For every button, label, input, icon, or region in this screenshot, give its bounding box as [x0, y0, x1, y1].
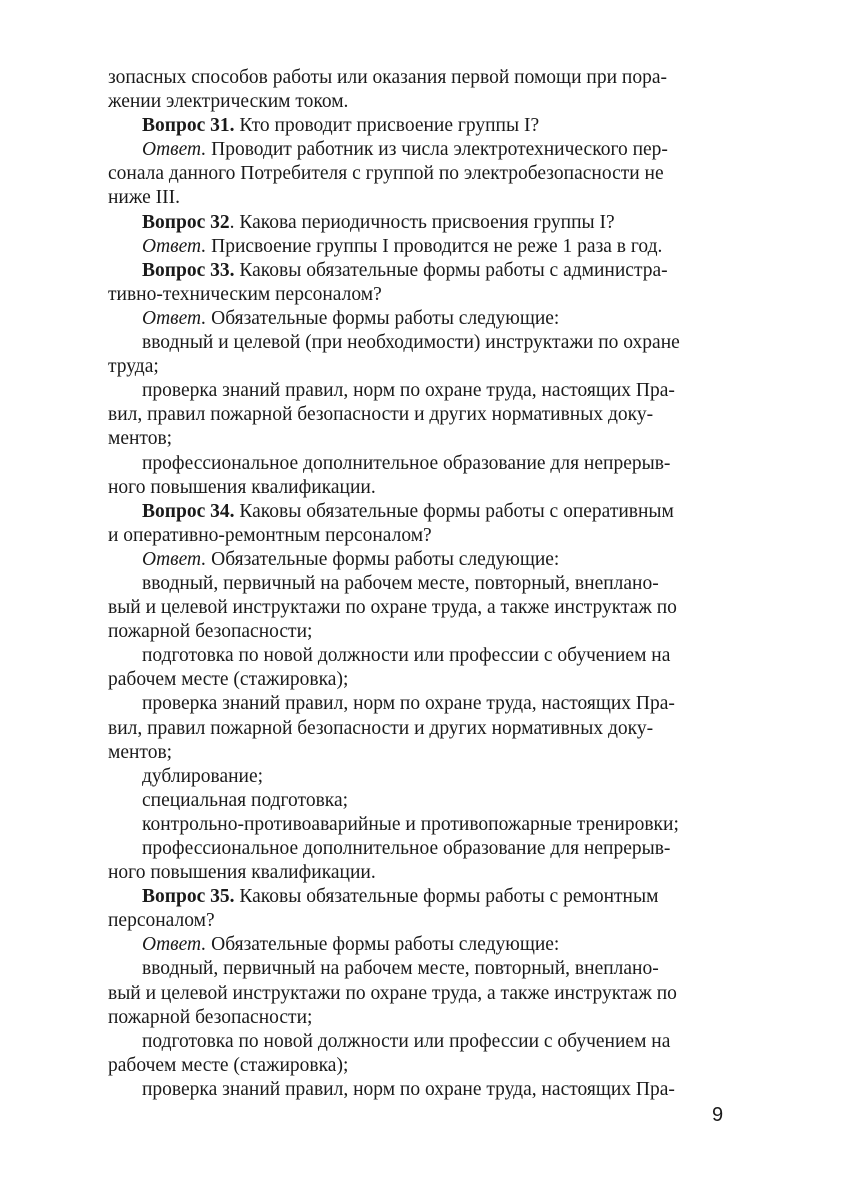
list-item [108, 572, 732, 644]
question-34 [108, 500, 732, 548]
list-item-line: контрольно-противоаварийные и противопожарные тренировки; [142, 813, 679, 835]
list-item [108, 379, 732, 451]
list-item [108, 1078, 732, 1102]
list-item [108, 331, 732, 379]
list-item [108, 1030, 732, 1078]
list-item-line: вил, правил пожарной безопасности и других нормативных доку- [108, 717, 654, 739]
list-item [108, 644, 732, 692]
answer-31-line-3: ниже III. [108, 187, 180, 209]
answer-33 [108, 307, 732, 331]
answer-32-label: Ответ. [142, 235, 207, 257]
question-33-label: Вопрос 33. [142, 259, 235, 281]
list-item-line: дублирование; [142, 765, 264, 787]
list-item-line: вил, правил пожарной безопасности и других нормативных доку- [108, 404, 654, 426]
answer-31-line-2: сонала данного Потребителя с группой по электробезопасности не [108, 163, 664, 185]
list-item-line: профессиональное дополнительное образование для непрерыв- [142, 452, 671, 474]
list-item [108, 765, 732, 789]
question-31-label: Вопрос 31. [142, 115, 235, 137]
answer-35-label: Ответ. [142, 934, 207, 956]
intro-line-2: жении электрическим током. [108, 91, 349, 113]
answer-31-line-1: Проводит работник из числа электротехнического пер- [206, 139, 668, 161]
list-item-line: вый и целевой инструктажи по охране труда, а также инструктаж по [108, 982, 677, 1004]
list-item-line: рабочем месте (стажировка); [108, 1054, 349, 1076]
question-34-label: Вопрос 34. [142, 500, 235, 522]
answer-31 [108, 138, 732, 210]
answer-32 [108, 235, 732, 259]
answer-34-line-1: Обязательные формы работы следующие: [206, 548, 560, 570]
question-31 [108, 114, 732, 138]
answer-35-line-1: Обязательные формы работы следующие: [206, 934, 560, 956]
question-35-label: Вопрос 35. [142, 886, 235, 908]
question-32-text: . Какова периодичность присвоения группы I? [229, 211, 615, 233]
intro-line-1: зопасных способов работы или оказания первой помощи при пора- [108, 67, 667, 88]
question-34-line-2: и оперативно-ремонтным персоналом? [108, 524, 432, 546]
list-item [108, 813, 732, 837]
page-number: 9 [712, 1104, 724, 1126]
list-item [108, 692, 732, 764]
answer-35 [108, 933, 732, 957]
answer-31-label: Ответ. [142, 139, 207, 161]
list-item-line: пожарной безопасности; [108, 621, 313, 643]
question-32 [108, 211, 732, 235]
question-31-text: Кто проводит присвоение группы I? [234, 115, 540, 137]
list-item-line: ного повышения квалификации. [108, 476, 376, 498]
list-item-line: подготовка по новой должности или профессии с обучением на [142, 645, 671, 667]
question-35-line-2: персоналом? [108, 910, 215, 932]
list-item-line: проверка знаний правил, норм по охране труда, настоящих Пра- [142, 380, 675, 402]
list-item-line: вводный, первичный на рабочем месте, повторный, внеплано- [142, 572, 659, 594]
question-35 [108, 885, 732, 933]
list-item-line: специальная подготовка; [142, 789, 349, 811]
list-item-line: пожарной безопасности; [108, 1006, 313, 1028]
answer-32-line-1: Присвоение группы I проводится не реже 1 раза в год. [206, 235, 663, 257]
list-item-line: ментов; [108, 428, 173, 450]
question-32-label: Вопрос 32 [142, 211, 230, 233]
question-33-line-1: Каковы обязательные формы работы с администра- [234, 259, 668, 281]
question-33 [108, 259, 732, 307]
list-item-line: проверка знаний правил, норм по охране труда, настоящих Пра- [142, 1078, 675, 1100]
page-body [108, 66, 732, 1102]
list-item-line: вый и целевой инструктажи по охране труда, а также инструктаж по [108, 597, 677, 619]
list-item [108, 789, 732, 813]
answer-34 [108, 548, 732, 572]
list-item-line: подготовка по новой должности или профессии с обучением на [142, 1030, 671, 1052]
question-34-line-1: Каковы обязательные формы работы с оперативным [234, 500, 674, 522]
intro-paragraph [108, 66, 732, 114]
list-item-line: проверка знаний правил, норм по охране труда, настоящих Пра- [142, 693, 675, 715]
list-item-line: труда; [108, 356, 159, 378]
question-35-line-1: Каковы обязательные формы работы с ремонтным [234, 886, 659, 908]
answer-33-label: Ответ. [142, 307, 207, 329]
list-item [108, 957, 732, 1029]
question-33-line-2: тивно-техническим персоналом? [108, 283, 382, 305]
list-item-line: ментов; [108, 741, 173, 763]
list-item [108, 452, 732, 500]
list-item-line: вводный, первичный на рабочем месте, повторный, внеплано- [142, 958, 659, 980]
list-item-line: вводный и целевой (при необходимости) инструктажи по охране [142, 332, 680, 354]
list-item-line: профессиональное дополнительное образование для непрерыв- [142, 838, 671, 859]
list-item-line: ного повышения квалификации. [108, 862, 376, 884]
answer-33-line-1: Обязательные формы работы следующие: [206, 307, 560, 329]
list-item [108, 837, 732, 885]
answer-34-label: Ответ. [142, 548, 207, 570]
list-item-line: рабочем месте (стажировка); [108, 669, 349, 691]
